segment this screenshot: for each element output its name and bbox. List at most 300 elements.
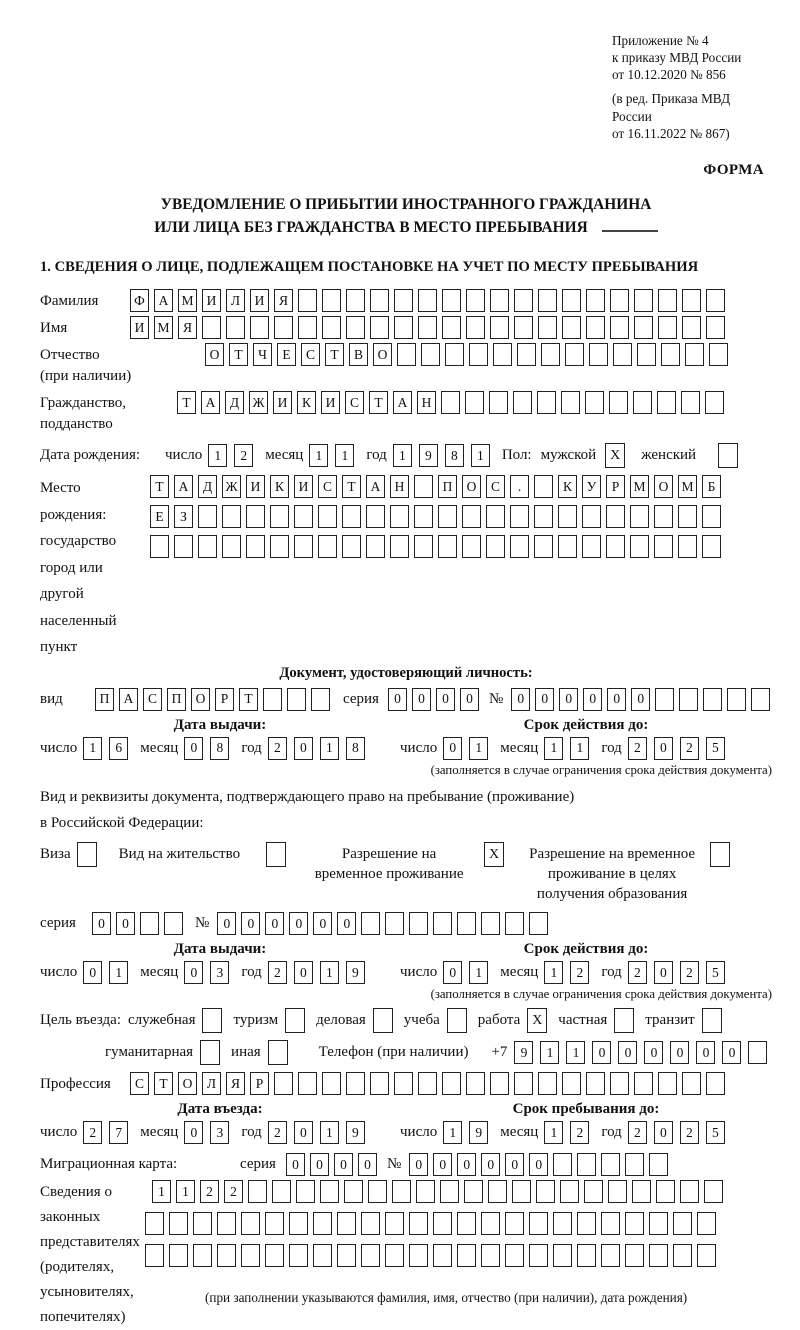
char-cell[interactable]: 2 [224,1180,243,1203]
phone-cells[interactable] [514,1041,767,1064]
char-cell[interactable]: 8 [210,737,229,760]
char-cell[interactable] [586,289,605,312]
char-cell[interactable] [322,316,341,339]
char-cell[interactable] [318,505,337,528]
char-cell[interactable] [654,535,673,558]
char-cell[interactable] [601,1153,620,1176]
char-cell[interactable] [311,688,330,711]
char-cell[interactable] [248,1180,267,1203]
char-cell[interactable] [274,316,293,339]
char-cell[interactable] [493,343,512,366]
char-cell[interactable]: И [321,391,340,414]
char-cell[interactable]: 0 [388,688,407,711]
char-cell[interactable]: 0 [583,688,602,711]
char-cell[interactable] [361,1212,380,1235]
identity-issue-month-cells[interactable] [184,737,229,760]
sex-female-checkbox[interactable] [718,443,738,468]
char-cell[interactable] [241,1212,260,1235]
patronymic-cells[interactable] [205,343,728,366]
char-cell[interactable]: 0 [217,912,236,935]
char-cell[interactable] [368,1180,387,1203]
char-cell[interactable] [298,289,317,312]
purpose-business-checkbox[interactable] [202,1008,222,1033]
char-cell[interactable]: 6 [109,737,128,760]
char-cell[interactable]: 0 [529,1153,548,1176]
char-cell[interactable]: Т [239,688,258,711]
char-cell[interactable] [385,1212,404,1235]
char-cell[interactable] [630,505,649,528]
char-cell[interactable]: 0 [409,1153,428,1176]
char-cell[interactable] [433,1212,452,1235]
char-cell[interactable] [486,535,505,558]
char-cell[interactable] [608,1180,627,1203]
char-cell[interactable]: З [174,505,193,528]
char-cell[interactable] [169,1244,188,1267]
char-cell[interactable] [589,343,608,366]
char-cell[interactable]: 1 [570,737,589,760]
char-cell[interactable]: П [167,688,186,711]
char-cell[interactable] [265,1244,284,1267]
char-cell[interactable] [342,505,361,528]
char-cell[interactable] [193,1244,212,1267]
char-cell[interactable] [505,912,524,935]
char-cell[interactable] [272,1180,291,1203]
char-cell[interactable] [606,505,625,528]
char-cell[interactable]: М [154,316,173,339]
stay-month-cells[interactable] [544,1121,589,1144]
char-cell[interactable] [289,1212,308,1235]
char-cell[interactable] [486,505,505,528]
char-cell[interactable] [558,535,577,558]
char-cell[interactable] [298,1072,317,1095]
representatives-row1-cells[interactable] [152,1180,723,1203]
char-cell[interactable] [610,1072,629,1095]
char-cell[interactable] [625,1244,644,1267]
char-cell[interactable]: Я [178,316,197,339]
option-residence-permit-checkbox[interactable] [266,842,286,867]
char-cell[interactable]: 7 [109,1121,128,1144]
char-cell[interactable]: 9 [346,961,365,984]
char-cell[interactable] [193,1212,212,1235]
char-cell[interactable]: 1 [152,1180,171,1203]
char-cell[interactable]: К [270,475,289,498]
char-cell[interactable]: 0 [670,1041,689,1064]
char-cell[interactable] [337,1212,356,1235]
char-cell[interactable] [287,688,306,711]
char-cell[interactable] [466,1072,485,1095]
char-cell[interactable] [370,289,389,312]
char-cell[interactable] [169,1212,188,1235]
birth-place-row1-cells[interactable] [150,475,721,498]
char-cell[interactable] [414,535,433,558]
birth-place-row2-cells[interactable] [150,505,721,528]
char-cell[interactable] [416,1180,435,1203]
char-cell[interactable]: М [678,475,697,498]
char-cell[interactable]: А [154,289,173,312]
char-cell[interactable]: 0 [644,1041,663,1064]
char-cell[interactable]: 2 [628,1121,647,1144]
char-cell[interactable] [577,1212,596,1235]
char-cell[interactable]: 1 [320,1121,339,1144]
char-cell[interactable] [198,505,217,528]
char-cell[interactable]: К [297,391,316,414]
char-cell[interactable]: 0 [618,1041,637,1064]
char-cell[interactable] [657,391,676,414]
identity-doc-type-cells[interactable] [95,688,330,711]
char-cell[interactable] [537,391,556,414]
char-cell[interactable]: Л [202,1072,221,1095]
char-cell[interactable] [294,535,313,558]
char-cell[interactable] [658,316,677,339]
char-cell[interactable] [558,505,577,528]
birth-month-cells[interactable] [309,444,354,467]
char-cell[interactable] [346,289,365,312]
char-cell[interactable] [145,1244,164,1267]
char-cell[interactable]: 0 [184,1121,203,1144]
char-cell[interactable]: 0 [654,1121,673,1144]
residence-issue-month-cells[interactable] [184,961,229,984]
char-cell[interactable] [263,688,282,711]
purpose-transit-checkbox[interactable] [702,1008,722,1033]
char-cell[interactable]: 0 [334,1153,353,1176]
char-cell[interactable]: 0 [443,961,462,984]
char-cell[interactable]: М [178,289,197,312]
char-cell[interactable] [562,289,581,312]
char-cell[interactable] [390,505,409,528]
char-cell[interactable] [680,1180,699,1203]
char-cell[interactable] [469,343,488,366]
char-cell[interactable] [654,505,673,528]
char-cell[interactable] [586,1072,605,1095]
char-cell[interactable] [706,316,725,339]
char-cell[interactable]: Т [369,391,388,414]
char-cell[interactable] [481,1212,500,1235]
char-cell[interactable]: 2 [570,1121,589,1144]
char-cell[interactable] [418,1072,437,1095]
char-cell[interactable]: И [246,475,265,498]
char-cell[interactable] [560,1180,579,1203]
char-cell[interactable] [438,535,457,558]
char-cell[interactable]: С [301,343,320,366]
identity-doc-number-cells[interactable] [511,688,770,711]
char-cell[interactable]: 1 [335,444,354,467]
char-cell[interactable] [385,1244,404,1267]
char-cell[interactable] [250,316,269,339]
char-cell[interactable] [418,316,437,339]
char-cell[interactable] [582,505,601,528]
char-cell[interactable]: 5 [706,1121,725,1144]
char-cell[interactable] [488,1180,507,1203]
char-cell[interactable] [462,505,481,528]
char-cell[interactable]: А [201,391,220,414]
char-cell[interactable]: 1 [471,444,490,467]
char-cell[interactable] [294,505,313,528]
identity-issue-year-cells[interactable] [268,737,365,760]
char-cell[interactable] [630,535,649,558]
char-cell[interactable] [222,505,241,528]
char-cell[interactable] [505,1212,524,1235]
char-cell[interactable] [298,316,317,339]
char-cell[interactable]: 0 [313,912,332,935]
char-cell[interactable]: 0 [535,688,554,711]
char-cell[interactable]: 0 [433,1153,452,1176]
char-cell[interactable]: Р [606,475,625,498]
purpose-commercial-checkbox[interactable] [373,1008,393,1033]
char-cell[interactable] [513,391,532,414]
char-cell[interactable] [562,316,581,339]
char-cell[interactable]: С [143,688,162,711]
char-cell[interactable]: 0 [412,688,431,711]
char-cell[interactable] [433,1244,452,1267]
char-cell[interactable] [577,1244,596,1267]
char-cell[interactable] [514,1072,533,1095]
char-cell[interactable]: 0 [286,1153,305,1176]
char-cell[interactable] [634,316,653,339]
char-cell[interactable]: 0 [592,1041,611,1064]
char-cell[interactable] [366,505,385,528]
char-cell[interactable]: 0 [116,912,135,935]
char-cell[interactable] [678,535,697,558]
char-cell[interactable] [274,1072,293,1095]
char-cell[interactable]: 8 [346,737,365,760]
char-cell[interactable] [512,1180,531,1203]
char-cell[interactable] [464,1180,483,1203]
surname-cells[interactable] [130,289,725,312]
birth-year-cells[interactable] [393,444,490,467]
char-cell[interactable] [490,316,509,339]
char-cell[interactable]: 1 [544,737,563,760]
char-cell[interactable] [394,316,413,339]
char-cell[interactable]: 0 [241,912,260,935]
char-cell[interactable]: 2 [570,961,589,984]
char-cell[interactable]: 0 [184,961,203,984]
char-cell[interactable] [565,343,584,366]
char-cell[interactable]: А [393,391,412,414]
char-cell[interactable] [585,391,604,414]
purpose-private-checkbox[interactable] [614,1008,634,1033]
char-cell[interactable] [609,391,628,414]
char-cell[interactable] [703,688,722,711]
entry-day-cells[interactable] [83,1121,128,1144]
char-cell[interactable] [270,505,289,528]
char-cell[interactable] [394,1072,413,1095]
char-cell[interactable]: А [119,688,138,711]
char-cell[interactable] [702,505,721,528]
char-cell[interactable] [748,1041,767,1064]
identity-valid-year-cells[interactable] [628,737,725,760]
char-cell[interactable]: У [582,475,601,498]
char-cell[interactable]: 0 [83,961,102,984]
char-cell[interactable] [442,316,461,339]
char-cell[interactable] [682,289,701,312]
char-cell[interactable]: 5 [706,961,725,984]
char-cell[interactable] [320,1180,339,1203]
char-cell[interactable]: 0 [722,1041,741,1064]
char-cell[interactable] [685,343,704,366]
char-cell[interactable]: 9 [469,1121,488,1144]
char-cell[interactable] [322,1072,341,1095]
char-cell[interactable]: 0 [92,912,111,935]
residence-doc-number-cells[interactable] [217,912,548,935]
char-cell[interactable]: 2 [268,737,287,760]
char-cell[interactable]: О [205,343,224,366]
char-cell[interactable] [440,1180,459,1203]
char-cell[interactable]: 1 [544,1121,563,1144]
char-cell[interactable]: С [130,1072,149,1095]
char-cell[interactable] [397,343,416,366]
char-cell[interactable]: 1 [320,737,339,760]
char-cell[interactable]: 0 [481,1153,500,1176]
char-cell[interactable] [553,1153,572,1176]
char-cell[interactable] [751,688,770,711]
char-cell[interactable] [433,912,452,935]
profession-cells[interactable] [130,1072,725,1095]
char-cell[interactable] [366,535,385,558]
char-cell[interactable]: Т [150,475,169,498]
char-cell[interactable] [342,535,361,558]
char-cell[interactable]: 0 [457,1153,476,1176]
char-cell[interactable]: Л [226,289,245,312]
char-cell[interactable] [529,1212,548,1235]
char-cell[interactable] [344,1180,363,1203]
char-cell[interactable]: 1 [566,1041,585,1064]
char-cell[interactable]: Ф [130,289,149,312]
char-cell[interactable] [553,1244,572,1267]
char-cell[interactable] [385,912,404,935]
char-cell[interactable]: Я [274,289,293,312]
char-cell[interactable] [481,912,500,935]
char-cell[interactable] [465,391,484,414]
char-cell[interactable]: Д [198,475,217,498]
char-cell[interactable]: 2 [680,1121,699,1144]
char-cell[interactable]: И [130,316,149,339]
char-cell[interactable] [217,1244,236,1267]
char-cell[interactable] [534,475,553,498]
char-cell[interactable] [649,1212,668,1235]
char-cell[interactable]: О [373,343,392,366]
char-cell[interactable] [561,391,580,414]
char-cell[interactable] [649,1244,668,1267]
migration-card-series-cells[interactable] [286,1153,377,1176]
char-cell[interactable] [409,1244,428,1267]
char-cell[interactable] [633,391,652,414]
char-cell[interactable] [241,1244,260,1267]
char-cell[interactable]: Е [277,343,296,366]
char-cell[interactable] [538,316,557,339]
char-cell[interactable] [217,1212,236,1235]
char-cell[interactable]: 0 [631,688,650,711]
char-cell[interactable]: Я [226,1072,245,1095]
char-cell[interactable] [661,343,680,366]
given-name-cells[interactable] [130,316,725,339]
char-cell[interactable]: 2 [628,737,647,760]
char-cell[interactable]: И [250,289,269,312]
char-cell[interactable] [445,343,464,366]
char-cell[interactable]: П [95,688,114,711]
char-cell[interactable] [601,1212,620,1235]
char-cell[interactable]: Ч [253,343,272,366]
char-cell[interactable] [658,289,677,312]
char-cell[interactable]: В [349,343,368,366]
char-cell[interactable]: . [510,475,529,498]
birth-place-row3-cells[interactable] [150,535,721,558]
char-cell[interactable]: 0 [184,737,203,760]
char-cell[interactable]: 0 [505,1153,524,1176]
char-cell[interactable] [606,535,625,558]
char-cell[interactable] [682,1072,701,1095]
char-cell[interactable] [517,343,536,366]
char-cell[interactable]: Р [215,688,234,711]
char-cell[interactable] [361,912,380,935]
char-cell[interactable]: С [345,391,364,414]
char-cell[interactable] [601,1244,620,1267]
char-cell[interactable] [296,1180,315,1203]
char-cell[interactable]: 0 [511,688,530,711]
char-cell[interactable]: Т [177,391,196,414]
residence-doc-series-cells[interactable] [92,912,183,935]
identity-doc-series-cells[interactable] [388,688,479,711]
char-cell[interactable] [704,1180,723,1203]
migration-card-number-cells[interactable] [409,1153,668,1176]
char-cell[interactable]: Т [342,475,361,498]
char-cell[interactable]: 1 [109,961,128,984]
char-cell[interactable] [442,1072,461,1095]
char-cell[interactable] [529,912,548,935]
char-cell[interactable] [697,1244,716,1267]
char-cell[interactable] [394,289,413,312]
char-cell[interactable]: И [294,475,313,498]
char-cell[interactable]: 0 [460,688,479,711]
char-cell[interactable] [490,1072,509,1095]
char-cell[interactable]: 1 [176,1180,195,1203]
char-cell[interactable] [140,912,159,935]
char-cell[interactable] [706,289,725,312]
char-cell[interactable] [510,535,529,558]
purpose-tourism-checkbox[interactable] [285,1008,305,1033]
char-cell[interactable] [697,1212,716,1235]
char-cell[interactable]: 1 [443,1121,462,1144]
char-cell[interactable]: Ж [222,475,241,498]
char-cell[interactable] [442,289,461,312]
char-cell[interactable] [390,535,409,558]
char-cell[interactable]: 2 [234,444,253,467]
char-cell[interactable] [727,688,746,711]
option-temp-residence-education-checkbox[interactable] [710,842,730,867]
identity-issue-day-cells[interactable] [83,737,128,760]
char-cell[interactable]: 1 [309,444,328,467]
char-cell[interactable]: Н [417,391,436,414]
char-cell[interactable]: 0 [696,1041,715,1064]
char-cell[interactable]: 2 [680,737,699,760]
residence-valid-month-cells[interactable] [544,961,589,984]
char-cell[interactable] [632,1180,651,1203]
char-cell[interactable] [414,505,433,528]
char-cell[interactable] [679,688,698,711]
char-cell[interactable]: Т [325,343,344,366]
char-cell[interactable]: Б [702,475,721,498]
char-cell[interactable]: 1 [469,961,488,984]
char-cell[interactable]: Н [390,475,409,498]
char-cell[interactable]: 0 [607,688,626,711]
char-cell[interactable]: 3 [210,1121,229,1144]
char-cell[interactable] [346,1072,365,1095]
purpose-other-checkbox[interactable] [268,1040,288,1065]
char-cell[interactable] [553,1212,572,1235]
char-cell[interactable]: 0 [265,912,284,935]
char-cell[interactable] [577,1153,596,1176]
char-cell[interactable]: 1 [540,1041,559,1064]
char-cell[interactable] [198,535,217,558]
